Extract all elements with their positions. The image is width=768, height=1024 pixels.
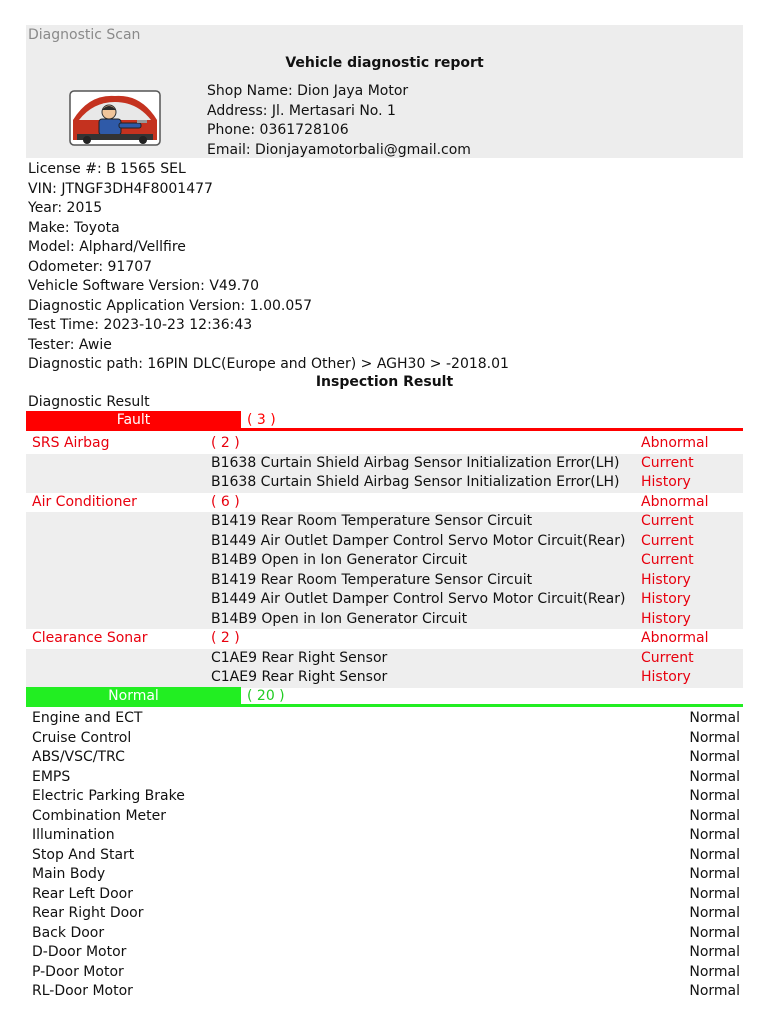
fault-code-desc: B1419 Rear Room Temperature Sensor Circuit: [211, 513, 533, 529]
system-name: Electric Parking Brake: [32, 788, 185, 804]
normal-system-row: [26, 709, 743, 729]
system-status: Normal: [689, 768, 740, 785]
fault-code-status: History: [641, 474, 691, 490]
fault-code-row: [26, 551, 743, 571]
normal-count: ( 20 ): [247, 688, 285, 704]
fault-list: [26, 434, 743, 688]
fault-divider: [26, 428, 743, 431]
make: Make: Toyota: [28, 219, 120, 236]
fault-section-bar: [26, 411, 743, 431]
fault-code-row: [26, 571, 743, 591]
model: Model: Alphard/Vellfire: [28, 239, 186, 255]
system-name: RL-Door Motor: [32, 983, 133, 999]
fault-code-row: [26, 590, 743, 610]
normal-system-row: [26, 943, 743, 963]
fault-system-count: ( 2 ): [211, 435, 240, 451]
fault-system-count: ( 2 ): [211, 630, 240, 646]
license-number: License #: B 1565 SEL: [28, 161, 186, 177]
report-header: [26, 25, 743, 158]
test-time: Test Time: 2023-10-23 12:36:43: [28, 317, 253, 333]
normal-system-row: [26, 729, 743, 749]
fault-code-desc: C1AE9 Rear Right Sensor: [211, 669, 388, 685]
fault-system-status: Abnormal: [641, 435, 709, 451]
fault-code-row: [26, 610, 743, 630]
normal-divider: [26, 704, 743, 707]
fault-code-desc: B1419 Rear Room Temperature Sensor Circuit: [211, 571, 533, 588]
system-name: Back Door: [32, 924, 105, 941]
system-status: Normal: [689, 788, 740, 804]
system-status: Normal: [689, 905, 740, 921]
system-status: Normal: [689, 924, 740, 941]
system-name: EMPS: [32, 768, 71, 785]
system-status: Normal: [689, 846, 740, 863]
system-status: Normal: [689, 885, 740, 902]
fault-code-status: History: [641, 571, 691, 588]
diagnostic-app-version: Diagnostic Application Version: 1.00.057: [28, 297, 313, 314]
system-status: Normal: [689, 827, 740, 843]
fault-code-row: [26, 532, 743, 552]
vehicle-info: [28, 160, 509, 375]
system-status: Normal: [689, 944, 740, 960]
system-name: Engine and ECT: [32, 710, 143, 726]
system-name: Rear Left Door: [32, 885, 133, 902]
fault-group-row: [26, 629, 743, 649]
vin: VIN: JTNGF3DH4F8001477: [28, 180, 213, 197]
system-status: Normal: [689, 983, 740, 999]
fault-code-row: [26, 668, 743, 688]
normal-label: Normal: [26, 687, 241, 706]
fault-code-desc: B14B9 Open in Ion Generator Circuit: [211, 552, 468, 568]
header-caption: Diagnostic Scan: [28, 27, 141, 43]
shop-name: Shop Name: Dion Jaya Motor: [207, 83, 409, 99]
system-status: Normal: [689, 710, 740, 726]
fault-code-status: History: [641, 610, 691, 627]
fault-code-row: [26, 454, 743, 474]
normal-system-row: [26, 963, 743, 983]
diagnostic-path: Diagnostic path: 16PIN DLC(Europe and Other) > AGH30 > -2018.01: [28, 356, 509, 372]
fault-system-name: Air Conditioner: [32, 493, 137, 510]
normal-system-row: [26, 768, 743, 788]
odometer: Odometer: 91707: [28, 258, 153, 275]
normal-list: [26, 709, 743, 1002]
system-name: D-Door Motor: [32, 944, 127, 960]
normal-system-row: [26, 982, 743, 1002]
fault-system-name: SRS Airbag: [32, 435, 110, 451]
fault-code-desc: C1AE9 Rear Right Sensor: [211, 649, 388, 666]
normal-system-row: [26, 787, 743, 807]
inspection-title: Inspection Result: [315, 374, 454, 390]
fault-system-name: Clearance Sonar: [32, 630, 148, 646]
normal-system-row: [26, 846, 743, 866]
system-name: Combination Meter: [32, 807, 167, 824]
fault-system-count: ( 6 ): [211, 493, 240, 510]
system-status: Normal: [689, 963, 740, 980]
system-status: Normal: [689, 729, 740, 746]
mechanic-logo-icon: [69, 90, 161, 146]
fault-code-status: Current: [641, 532, 694, 549]
tester: Tester: Awie: [28, 336, 112, 353]
normal-system-row: [26, 865, 743, 885]
fault-code-desc: B1638 Curtain Shield Airbag Sensor Initialization Error(LH): [211, 454, 620, 471]
normal-system-row: [26, 904, 743, 924]
system-name: Illumination: [32, 827, 115, 843]
fault-group-row: [26, 434, 743, 454]
system-name: Stop And Start: [32, 846, 135, 863]
vehicle-software-version: Vehicle Software Version: V49.70: [28, 278, 259, 294]
fault-system-status: Abnormal: [641, 493, 709, 510]
fault-code-status: Current: [641, 513, 694, 529]
fault-code-desc: B14B9 Open in Ion Generator Circuit: [211, 610, 468, 627]
fault-system-status: Abnormal: [641, 630, 709, 646]
system-name: ABS/VSC/TRC: [32, 749, 125, 765]
normal-section-bar: [26, 687, 743, 707]
fault-group-row: [26, 493, 743, 513]
normal-system-row: [26, 885, 743, 905]
normal-system-row: [26, 807, 743, 827]
system-name: P-Door Motor: [32, 963, 124, 980]
shop-info: [207, 82, 471, 160]
system-name: Main Body: [32, 866, 106, 882]
year: Year: 2015: [28, 200, 103, 216]
system-name: Rear Right Door: [32, 905, 144, 921]
fault-code-status: History: [641, 591, 691, 607]
system-status: Normal: [689, 749, 740, 765]
fault-code-status: Current: [641, 552, 694, 568]
report-title: Vehicle diagnostic report: [285, 55, 484, 71]
normal-system-row: [26, 826, 743, 846]
system-status: Normal: [689, 807, 740, 824]
shop-phone: Phone: 0361728106: [207, 122, 349, 138]
fault-code-desc: B1449 Air Outlet Damper Control Servo Motor Circuit(Rear): [211, 532, 626, 549]
system-name: Cruise Control: [32, 729, 132, 746]
diagnostic-result-label: Diagnostic Result: [28, 394, 150, 410]
system-status: Normal: [689, 866, 740, 882]
fault-code-row: [26, 512, 743, 532]
fault-code-desc: B1638 Curtain Shield Airbag Sensor Initialization Error(LH): [211, 474, 620, 490]
normal-system-row: [26, 924, 743, 944]
shop-email: Email: Dionjayamotorbali@gmail.com: [207, 141, 471, 158]
fault-code-status: History: [641, 669, 691, 685]
fault-code-row: [26, 649, 743, 669]
fault-code-row: [26, 473, 743, 493]
fault-label: Fault: [26, 411, 241, 430]
fault-count: ( 3 ): [247, 412, 276, 428]
fault-code-desc: B1449 Air Outlet Damper Control Servo Motor Circuit(Rear): [211, 591, 626, 607]
normal-system-row: [26, 748, 743, 768]
fault-code-status: Current: [641, 454, 694, 471]
fault-code-status: Current: [641, 649, 694, 666]
shop-address: Address: Jl. Mertasari No. 1: [207, 102, 396, 119]
